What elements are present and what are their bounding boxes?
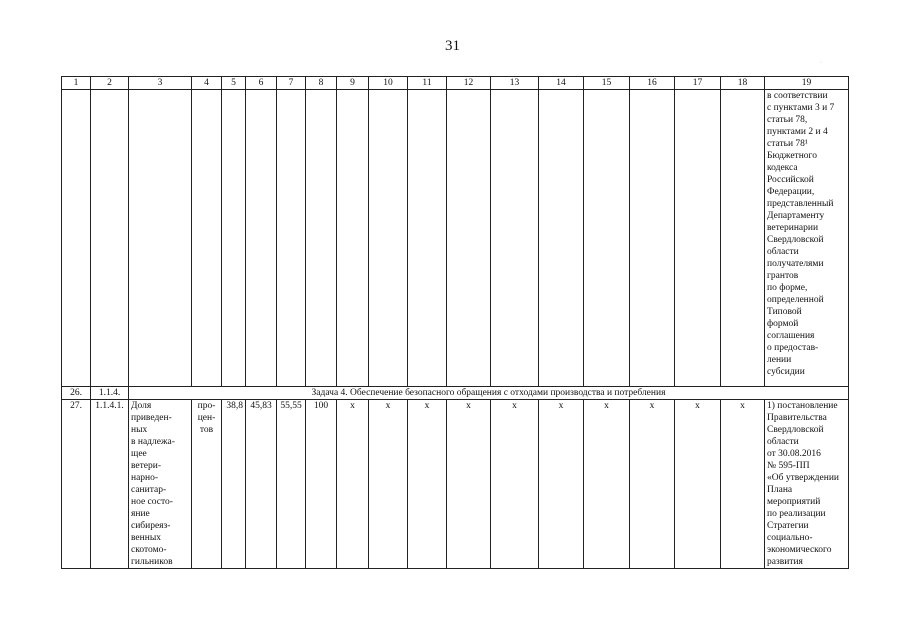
table-cell (447, 90, 491, 387)
value-cell: x (630, 400, 675, 569)
column-number: 19 (765, 77, 849, 90)
value-cell: x (408, 400, 447, 569)
row-code: 1.1.4.1. (91, 400, 129, 569)
indicator-name: Доля приведен- ных в надлежа- щее ветери- нарно- санитар- ное состо- яние сибиреяз- венных скотомо- гильников (129, 400, 192, 569)
row-code: 1.1.4. (91, 387, 129, 400)
column-number: 18 (721, 77, 765, 90)
table-cell (91, 90, 129, 387)
column-number: 2 (91, 77, 129, 90)
table-cell (246, 90, 277, 387)
unit-cell: про- цен- тов (192, 400, 222, 569)
table-cell (539, 90, 584, 387)
table-cell (192, 90, 222, 387)
value-cell: x (369, 400, 408, 569)
source-text-continued: в соответствии с пунктами 3 и 7 статьи 78, пунктами 2 и 4 статьи 78¹ Бюджетного кодекса Российской Федерации, представленный Департаменту ветеринарии Свердловской области получателями грантов по форме, определенной Типовой формой соглашения о предостав- лении субсидии (765, 90, 849, 387)
task-title: Задача 4. Обеспечение безопасного обращения с отходами производства и потребления (129, 387, 849, 400)
column-number: 8 (306, 77, 337, 90)
value-cell: 55,55 (277, 400, 306, 569)
table-cell (306, 90, 337, 387)
column-number: 15 (584, 77, 630, 90)
column-number: 12 (447, 77, 491, 90)
column-number: 17 (675, 77, 721, 90)
value-cell: 100 (306, 400, 337, 569)
row-number: 27. (62, 400, 91, 569)
table-cell (337, 90, 369, 387)
column-number: 5 (222, 77, 246, 90)
value-cell: x (584, 400, 630, 569)
column-number: 14 (539, 77, 584, 90)
value-cell: x (539, 400, 584, 569)
table-cell (491, 90, 539, 387)
column-number: 9 (337, 77, 369, 90)
table-cell (721, 90, 765, 387)
value-cell: x (491, 400, 539, 569)
page-number: 31 (445, 38, 460, 54)
indicators-table (61, 76, 849, 569)
table-cell (630, 90, 675, 387)
table-cell (222, 90, 246, 387)
value-cell: x (447, 400, 491, 569)
scan-speck: · (820, 60, 822, 66)
value-cell: x (675, 400, 721, 569)
table-cell (408, 90, 447, 387)
value-cell: 38,8 (222, 400, 246, 569)
column-number: 16 (630, 77, 675, 90)
column-number-row (62, 77, 849, 90)
table-row (62, 400, 849, 569)
column-number: 4 (192, 77, 222, 90)
table-cell (369, 90, 408, 387)
continuation-row (62, 90, 849, 387)
table-cell (277, 90, 306, 387)
source-text: 1) постановление Правительства Свердловской области от 30.08.2016 № 595-ПП «Об утверждении Плана мероприятий по реализации Стратегии социально- экономического развития (765, 400, 849, 569)
column-number: 10 (369, 77, 408, 90)
column-number: 7 (277, 77, 306, 90)
column-number: 11 (408, 77, 447, 90)
column-number: 3 (129, 77, 192, 90)
table-cell (675, 90, 721, 387)
table-cell (584, 90, 630, 387)
value-cell: x (721, 400, 765, 569)
value-cell: 45,83 (246, 400, 277, 569)
table-cell (62, 90, 91, 387)
value-cell: x (337, 400, 369, 569)
row-number: 26. (62, 387, 91, 400)
column-number: 6 (246, 77, 277, 90)
column-number: 13 (491, 77, 539, 90)
table-cell (129, 90, 192, 387)
task-row (62, 387, 849, 400)
column-number: 1 (62, 77, 91, 90)
